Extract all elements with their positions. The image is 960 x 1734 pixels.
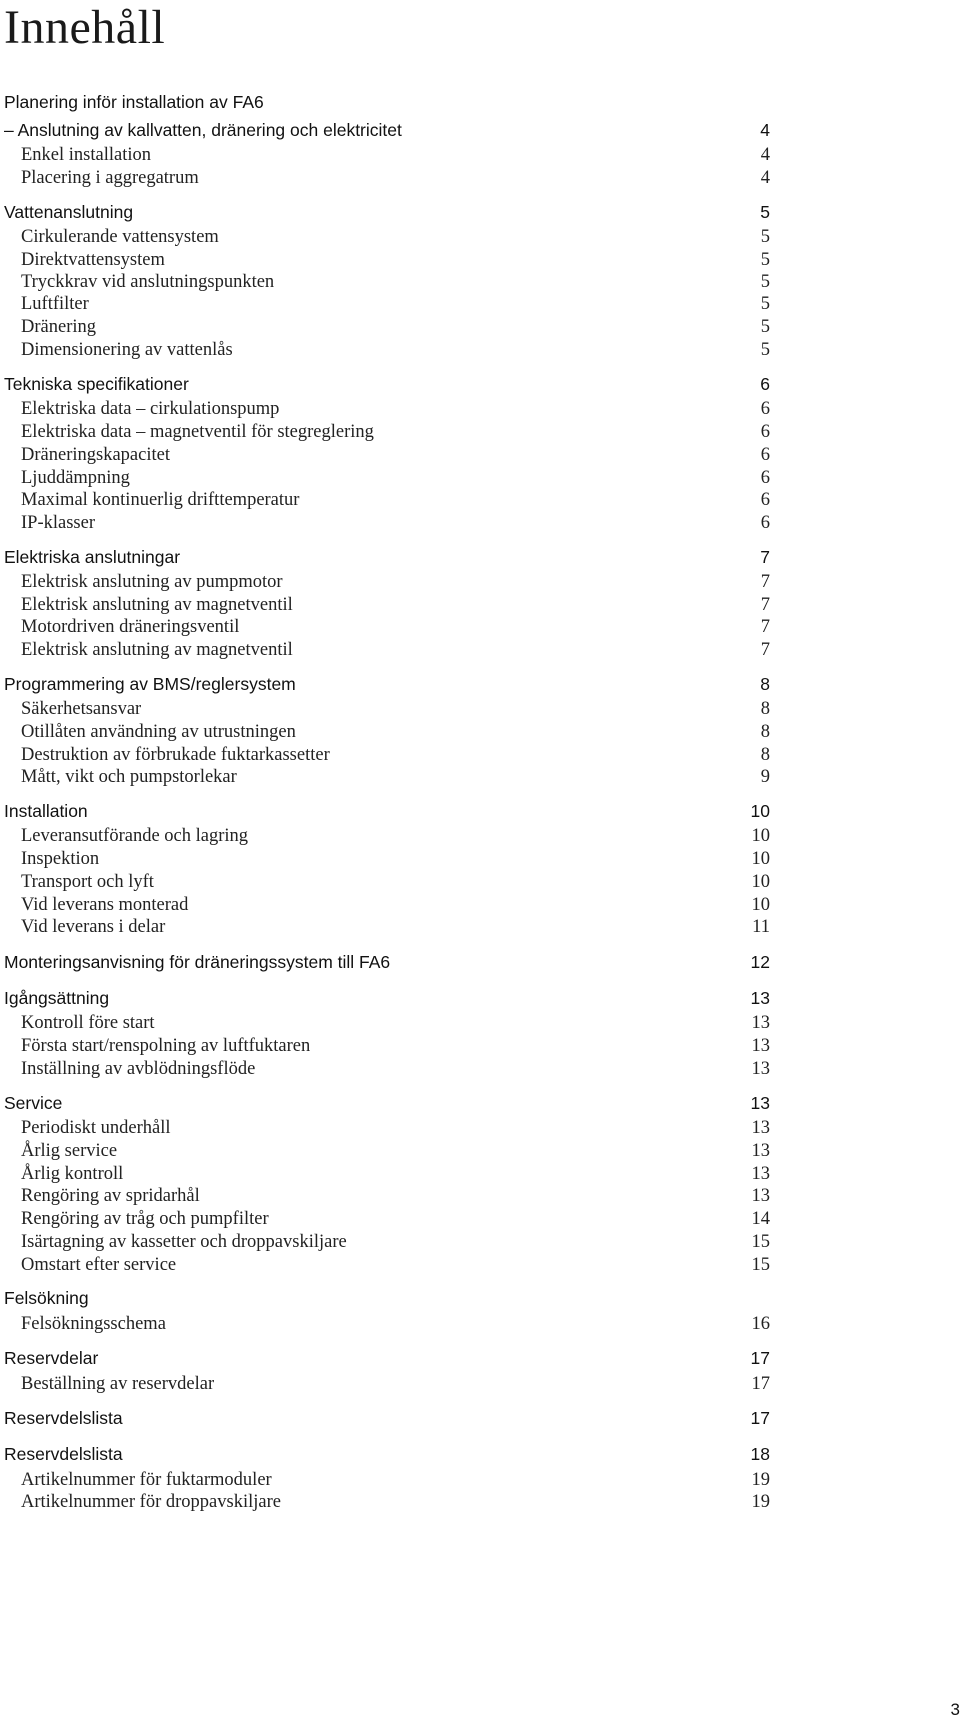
toc-entry-page: 8 <box>760 699 770 719</box>
toc-entry-label: Igångsättning <box>4 988 110 1008</box>
toc-entry-page: 19 <box>751 1492 770 1512</box>
toc-entry-page: 5 <box>760 340 770 360</box>
toc-entry-label: Installation <box>4 801 88 821</box>
toc-entry-row <box>0 511 770 535</box>
toc-entry-label: Tekniska specifikationer <box>4 374 189 394</box>
toc-entry-row <box>0 1139 770 1163</box>
toc-entry-label: Årlig kontroll <box>21 1164 124 1184</box>
toc-entry-page: 7 <box>760 572 770 592</box>
toc-entry-page: 17 <box>751 1374 770 1394</box>
toc-entry-label: Vid leverans i delar <box>21 917 166 937</box>
toc-entry-label: Elektrisk anslutning av pumpmotor <box>21 572 283 592</box>
toc-entry-label: Tryckkrav vid anslutningspunkten <box>21 272 275 292</box>
toc-heading-row <box>0 90 770 114</box>
toc-entry-row <box>0 420 770 444</box>
toc-entry-page: 5 <box>760 272 770 292</box>
toc-entry-label: Rengöring av spridarhål <box>21 1186 200 1206</box>
toc-entry-row <box>0 1372 770 1396</box>
toc-entry-row <box>0 593 770 617</box>
toc-entry-row <box>0 1312 770 1336</box>
toc-entry-page: 7 <box>760 617 770 637</box>
toc-entry-row <box>0 143 770 167</box>
toc-entry-label: Första start/renspolning av luftfuktaren <box>21 1036 311 1056</box>
toc-entry-page: 17 <box>750 1408 770 1428</box>
toc-entry-row <box>0 270 770 294</box>
toc-entry-page: 10 <box>750 801 770 821</box>
toc-entry-label: Programmering av BMS/reglersystem <box>4 674 296 694</box>
toc-entry-label: Artikelnummer för droppavskiljare <box>21 1492 281 1512</box>
toc-entry-label: Elektriska anslutningar <box>4 547 181 567</box>
toc-entry-label: Luftfilter <box>21 294 89 314</box>
toc-entry-row <box>0 292 770 316</box>
toc-entry-row <box>0 870 770 894</box>
toc-entry-row <box>0 847 770 871</box>
toc-entry-row <box>0 1162 770 1186</box>
toc-heading-row <box>0 372 770 396</box>
toc-entry-page: 5 <box>760 227 770 247</box>
toc-entry-page: 10 <box>751 849 770 869</box>
toc-entry-label: Cirkulerande vattensystem <box>21 227 219 247</box>
toc-entry-page: 10 <box>751 872 770 892</box>
toc-entry-page: 17 <box>750 1348 770 1368</box>
toc-heading-row <box>0 1091 770 1115</box>
toc-entry-label: Mått, vikt och pumpstorlekar <box>21 767 237 787</box>
toc-entry-page: 6 <box>760 513 770 533</box>
toc-entry-page: 7 <box>760 640 770 660</box>
toc-entry-row <box>0 443 770 467</box>
toc-entry-row <box>0 1057 770 1081</box>
toc-entry-page: 13 <box>751 1141 770 1161</box>
toc-entry-label: Felsökningsschema <box>21 1314 166 1334</box>
toc-entry-page: 8 <box>760 674 770 694</box>
toc-entry-row <box>0 1034 770 1058</box>
toc-entry-label: Reservdelslista <box>4 1444 123 1464</box>
toc-entry-row <box>0 720 770 744</box>
toc-entry-page: 12 <box>750 952 770 972</box>
toc-entry-label: Dräneringskapacitet <box>21 445 170 465</box>
toc-entry-row <box>0 1116 770 1140</box>
toc-entry-label: Årlig service <box>21 1141 118 1161</box>
toc-entry-page: 16 <box>751 1314 770 1334</box>
toc-entry-page: 4 <box>760 120 770 140</box>
toc-entry-page: 6 <box>760 399 770 419</box>
toc-entry-label: Service <box>4 1093 63 1113</box>
toc-entry-label: Reservdelar <box>4 1348 99 1368</box>
toc-entry-row <box>0 824 770 848</box>
toc-entry-label: Artikelnummer för fuktarmoduler <box>21 1470 272 1490</box>
toc-entry-row <box>0 915 770 939</box>
toc-entry-label: Vattenanslutning <box>4 202 134 222</box>
toc-entry-page: 19 <box>751 1470 770 1490</box>
toc-entry-row <box>0 338 770 362</box>
toc-entry-label: Inställning av avblödningsflöde <box>21 1059 256 1079</box>
toc-entry-row <box>0 697 770 721</box>
toc-entry-row <box>0 1011 770 1035</box>
toc-entry-page: 18 <box>750 1444 770 1464</box>
toc-entry-page: 13 <box>751 1118 770 1138</box>
toc-entry-label: Planering inför installation av FA6 <box>4 92 264 112</box>
toc-entry-label: Monteringsanvisning för dräneringssystem till FA6 <box>4 952 391 972</box>
toc-entry-page: 14 <box>751 1209 770 1229</box>
toc-entry-label: Omstart efter service <box>21 1255 177 1275</box>
toc-entry-page: 6 <box>760 422 770 442</box>
toc-entry-label: Felsökning <box>4 1288 89 1308</box>
toc-entry-row <box>0 1468 770 1492</box>
toc-entry-row <box>0 570 770 594</box>
toc-entry-row <box>0 225 770 249</box>
toc-heading-row <box>0 1286 770 1310</box>
page-title: Innehåll <box>4 1 166 54</box>
toc-entry-page: 5 <box>760 294 770 314</box>
toc-entry-row <box>0 638 770 662</box>
toc-entry-label: IP-klasser <box>21 513 95 533</box>
page-number: 3 <box>950 1700 960 1719</box>
toc-entry-page: 8 <box>760 745 770 765</box>
toc-entry-label: Vid leverans monterad <box>21 895 189 915</box>
toc-entry-row <box>0 615 770 639</box>
toc-entry-label: Periodiskt underhåll <box>21 1118 171 1138</box>
toc-entry-page: 13 <box>751 1186 770 1206</box>
toc-entry-page: 11 <box>752 917 770 937</box>
toc-heading-row <box>0 799 770 823</box>
toc-entry-label: Placering i aggregatrum <box>21 168 199 188</box>
toc-entry-label: Ljuddämpning <box>21 468 130 488</box>
toc-entry-label: Leveransutförande och lagring <box>21 826 249 846</box>
toc-entry-label: – Anslutning av kallvatten, dränering och elektricitet <box>4 120 402 140</box>
toc-entry-page: 13 <box>751 1059 770 1079</box>
toc-entry-label: Beställning av reservdelar <box>21 1374 215 1394</box>
toc-entry-row <box>0 466 770 490</box>
toc-entry-page: 4 <box>760 168 770 188</box>
toc-entry-page: 5 <box>760 202 770 222</box>
toc-entry-row <box>0 397 770 421</box>
toc-entry-page: 13 <box>751 1013 770 1033</box>
toc-entry-row <box>0 1230 770 1254</box>
toc-entry-label: Direktvattensystem <box>21 250 165 270</box>
toc-entry-page: 10 <box>751 826 770 846</box>
toc-entry-label: Destruktion av förbrukade fuktarkassetter <box>21 745 330 765</box>
toc-entry-page: 5 <box>760 317 770 337</box>
toc-entry-label: Reservdelslista <box>4 1408 123 1428</box>
toc-heading-row <box>0 1346 770 1370</box>
toc-entry-row <box>0 893 770 917</box>
toc-heading-row <box>0 672 770 696</box>
toc-entry-row <box>0 1184 770 1208</box>
toc-entry-label: Otillåten användning av utrustningen <box>21 722 296 742</box>
toc-entry-page: 6 <box>760 374 770 394</box>
toc-heading-row <box>0 1406 770 1430</box>
toc-heading-row <box>0 986 770 1010</box>
toc-heading-row <box>0 1442 770 1466</box>
toc-entry-page: 10 <box>751 895 770 915</box>
toc-entry-label: Säkerhetsansvar <box>21 699 142 719</box>
toc-entry-page: 5 <box>760 250 770 270</box>
toc-heading-row <box>0 950 770 974</box>
toc-entry-row <box>0 1207 770 1231</box>
toc-entry-label: Enkel installation <box>21 145 151 165</box>
toc-entry-label: Elektrisk anslutning av magnetventil <box>21 595 293 615</box>
toc-entry-page: 13 <box>750 988 770 1008</box>
toc-entry-page: 7 <box>760 595 770 615</box>
toc-entry-label: Isärtagning av kassetter och droppavskiljare <box>21 1232 347 1252</box>
toc-entry-row <box>0 488 770 512</box>
toc-entry-label: Elektriska data – cirkulationspump <box>21 399 280 419</box>
toc-entry-page: 6 <box>760 445 770 465</box>
toc-entry-row <box>0 1490 770 1514</box>
toc-entry-page: 13 <box>751 1036 770 1056</box>
toc-entry-label: Transport och lyft <box>21 872 154 892</box>
toc-heading-row <box>0 200 770 224</box>
toc-entry-label: Kontroll före start <box>21 1013 155 1033</box>
toc-entry-label: Dränering <box>21 317 96 337</box>
toc-entry-page: 4 <box>760 145 770 165</box>
toc-entry-page: 6 <box>760 468 770 488</box>
toc-entry-row <box>0 166 770 190</box>
toc-entry-row <box>0 743 770 767</box>
toc-entry-page: 13 <box>751 1164 770 1184</box>
toc-entry-row <box>0 248 770 272</box>
toc-heading-row <box>0 118 770 142</box>
toc-entry-page: 15 <box>751 1255 770 1275</box>
toc-entry-label: Motordriven dräneringsventil <box>21 617 240 637</box>
toc-entry-page: 15 <box>751 1232 770 1252</box>
toc-entry-label: Dimensionering av vattenlås <box>21 340 233 360</box>
toc-entry-label: Rengöring av tråg och pumpfilter <box>21 1209 269 1229</box>
toc-entry-label: Elektrisk anslutning av magnetventil <box>21 640 293 660</box>
toc-entry-page: 9 <box>760 767 770 787</box>
toc-heading-row <box>0 545 770 569</box>
toc-entry-label: Elektriska data – magnetventil för stegreglering <box>21 422 374 442</box>
toc-entry-page: 8 <box>760 722 770 742</box>
toc-entry-label: Maximal kontinuerlig drifttemperatur <box>21 490 300 510</box>
toc-entry-row <box>0 765 770 789</box>
toc-entry-page: 13 <box>750 1093 770 1113</box>
toc-entry-page: 6 <box>760 490 770 510</box>
toc-entry-label: Inspektion <box>21 849 100 869</box>
toc-entry-page: 7 <box>760 547 770 567</box>
toc-entry-row <box>0 315 770 339</box>
toc-entry-row <box>0 1253 770 1277</box>
